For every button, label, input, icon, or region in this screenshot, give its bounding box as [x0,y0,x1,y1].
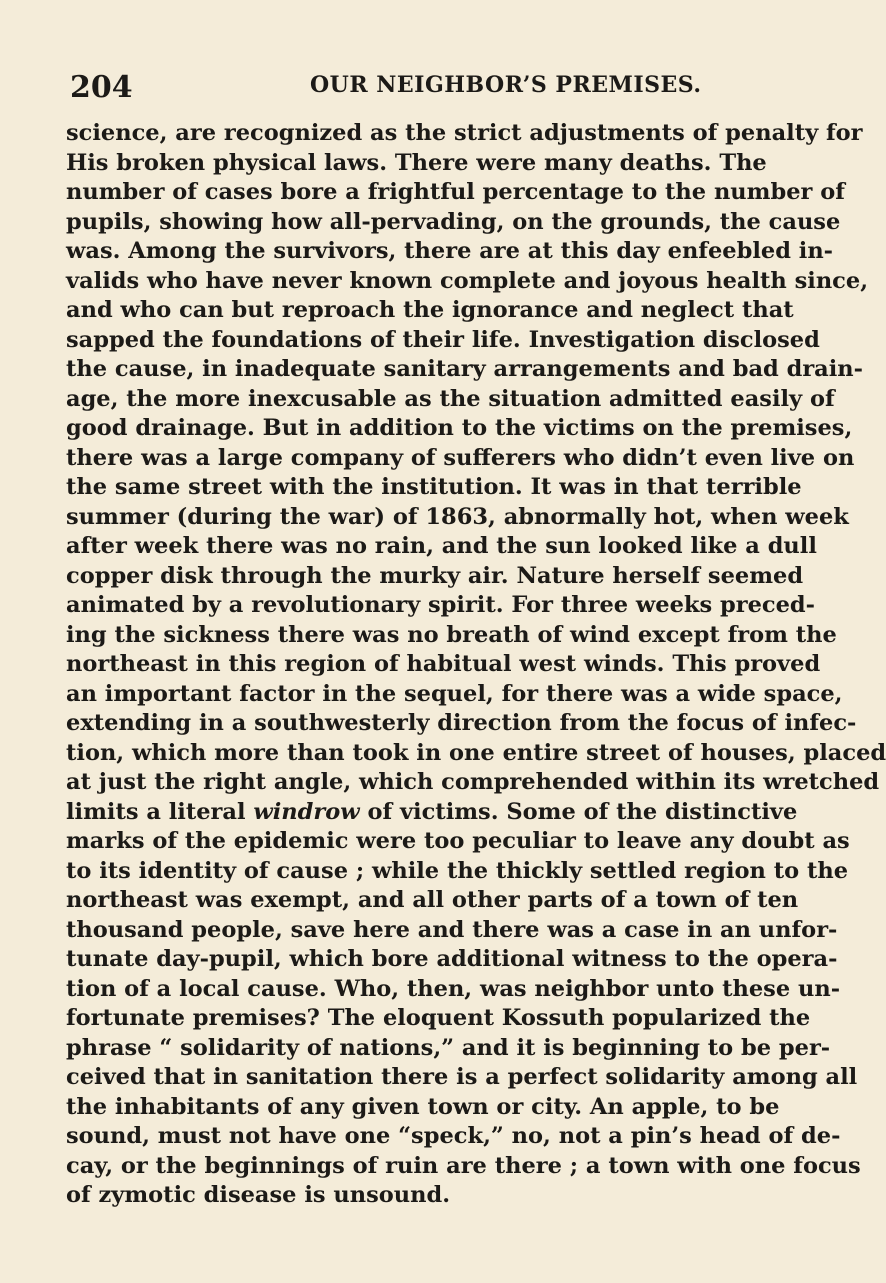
text-line: phrase “ solidarity of nations,” and it is beginning to be per- [66,1034,831,1061]
text-line: marks of the epidemic were too peculiar to leave any doubt as [66,828,850,854]
text-line: tunate day-pupil, which bore additional witness to the opera- [66,946,838,972]
text-line: summer (during the war) of 1863, abnormally hot, when week [66,503,849,530]
text-line: sound, must not have one “speck,” no, not a pin’s head of de- [66,1123,841,1149]
text-line: at just the right angle, which comprehended within its wretched [66,769,880,795]
text-line: tion, which more than took in one entire street of houses, placed [66,739,886,766]
text-line: the inhabitants of any given town or city. An apple, to be [66,1093,780,1120]
running-title: OUR NEIGHBOR’S PREMISES. [310,72,702,98]
text-line: an important factor in the sequel, for there was a wide space, [66,680,843,707]
text-line: valids who have never known complete and joyous health since, [66,267,869,294]
text-line: ceived that in sanitation there is a perfect solidarity among all [66,1064,858,1090]
body-text [66,119,886,1211]
text-line: the cause, in inadequate sanitary arrangements and bad drain- [66,356,863,382]
italic-word: windrow [253,798,360,825]
text-line: His broken physical laws. There were many deaths. The [66,149,767,176]
text-line: extending in a southwesterly direction from the focus of infec- [66,710,857,736]
text-line: tion of a local cause. Who, then, was neighbor unto these un- [66,975,841,1002]
text-line: good drainage. But in addition to the victims on the premises, [66,415,853,441]
text-line: northeast in this region of habitual west winds. This proved [66,651,821,677]
text-line: and who can but reproach the ignorance and neglect that [66,297,794,323]
text-segment: limits a literal [66,798,254,825]
text-line: copper disk through the murky air. Nature herself seemed [66,562,804,589]
text-line: science, are recognized as the strict adjustments of penalty for [66,120,863,146]
text-line: there was a large company of sufferers who didn’t even live on [66,444,855,471]
text-segment: of victims. Some of the distinctive [359,798,798,825]
text-line: northeast was exempt, and all other parts of a town of ten [66,887,799,913]
text-line: to its identity of cause ; while the thickly settled region to the [66,857,849,884]
text-line: of zymotic disease is unsound. [66,1182,451,1208]
text-line: cay, or the beginnings of ruin are there ; a town with one focus [66,1152,861,1179]
text-line: pupils, showing how all-pervading, on the grounds, the cause [66,208,841,235]
text-line: after week there was no rain, and the sun looked like a dull [66,533,817,559]
text-line: thousand people, save here and there was a case in an unfor- [66,916,838,943]
text-line: fortunate premises? The eloquent Kossuth popularized the [66,1005,811,1031]
text-line-with-italic [66,798,798,828]
text-line: animated by a revolutionary spirit. For three weeks preced- [66,592,815,618]
text-line: age, the more inexcusable as the situation admitted easily of [66,385,835,412]
page-number: 204 [70,70,133,105]
text-line: sapped the foundations of their life. Investigation disclosed [66,326,820,353]
text-line: ing the sickness there was no breath of wind except from the [66,621,837,648]
text-line: number of cases bore a frightful percentage to the number of [66,179,845,205]
text-line: the same street with the institution. It was in that terrible [66,474,802,500]
text-line: was. Among the survivors, there are at this day enfeebled in- [66,238,834,264]
